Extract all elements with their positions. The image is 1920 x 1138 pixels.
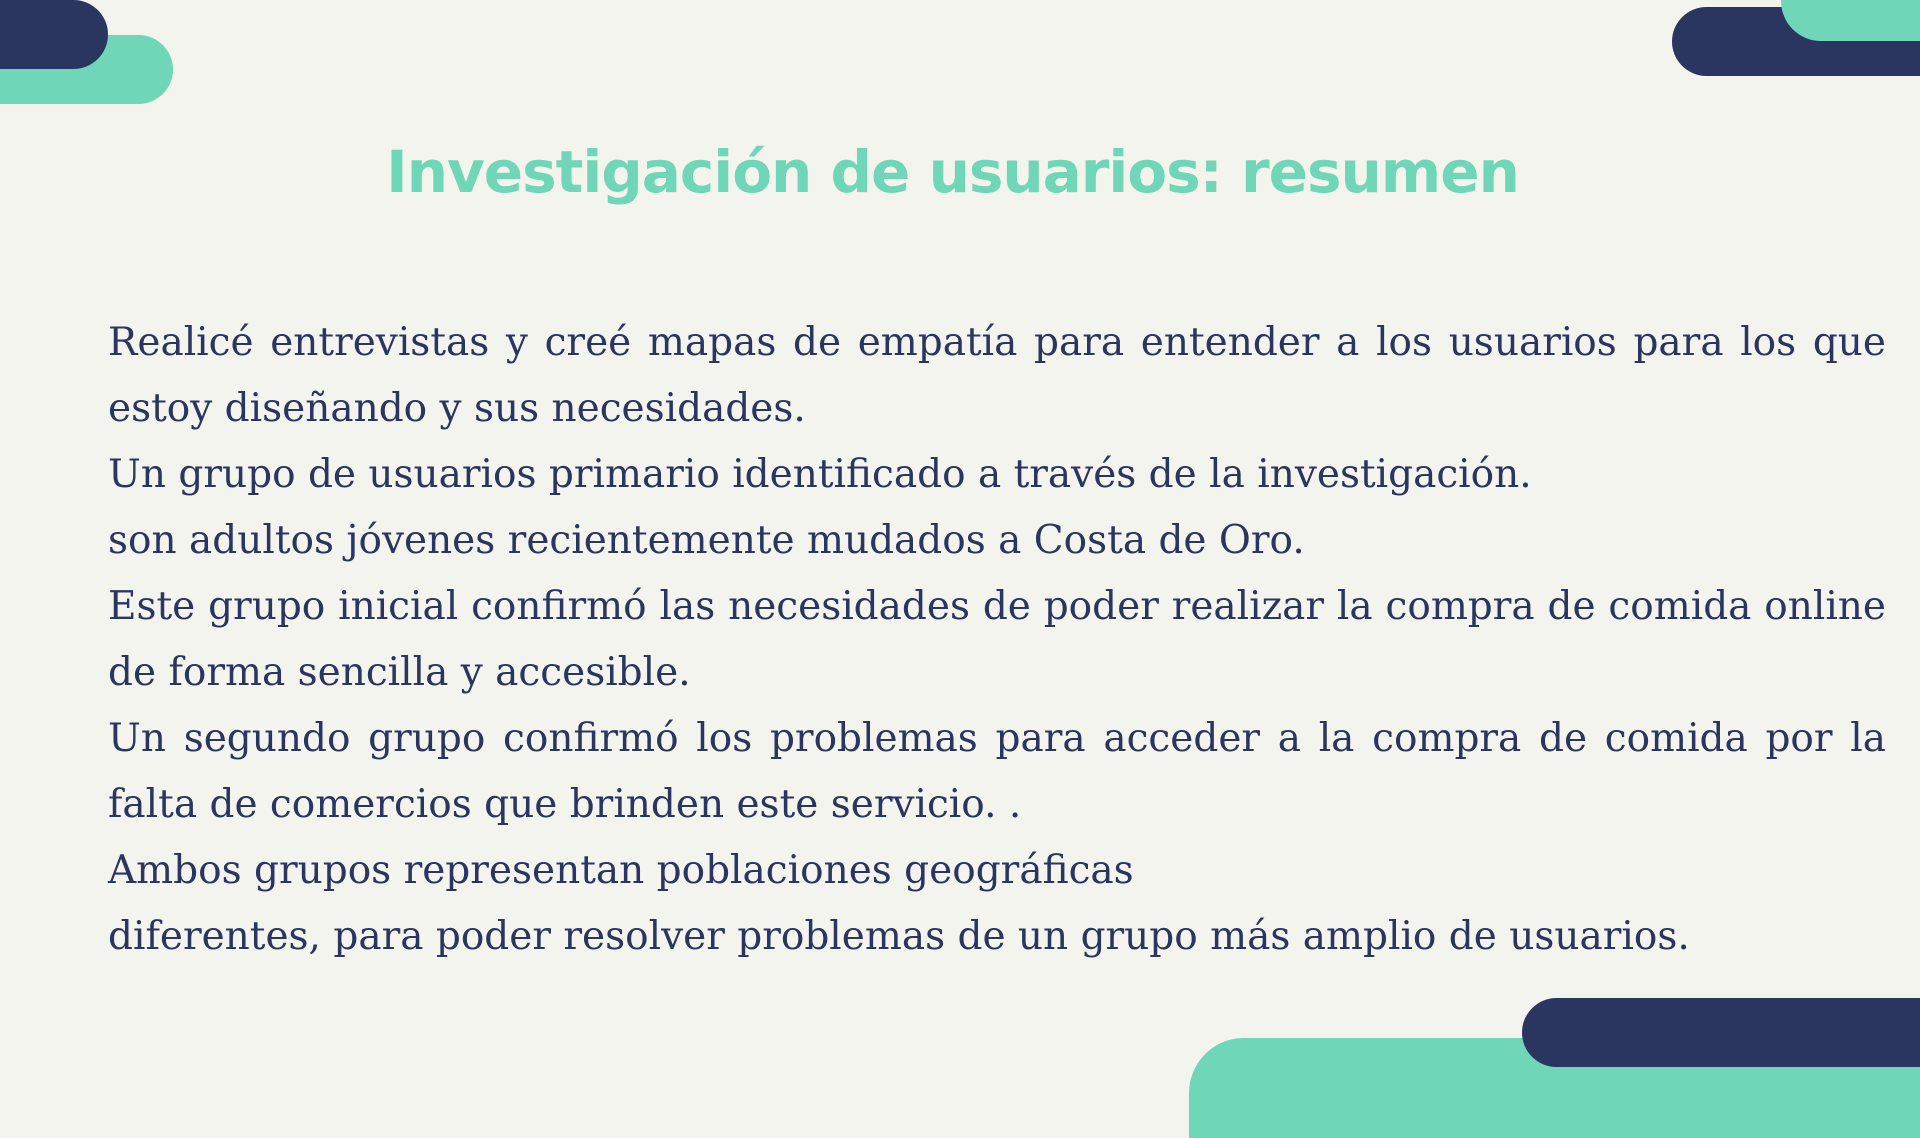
body-paragraph-young-adults: son adultos jóvenes recientemente mudados a Costa de Oro. (108, 518, 1305, 563)
body-paragraph-both-groups: Ambos grupos representan poblaciones geográficas (108, 848, 1134, 893)
decor-shape-top-left-navy (0, 0, 108, 69)
body-paragraph-primary-group: Un grupo de usuarios primario identificado a través de la investigación. (108, 452, 1532, 497)
slide-body (108, 310, 1886, 970)
body-paragraph-second-group: Un segundo grupo confirmó los problemas para acceder a la compra de comida por la falta de comercios que brinden este servicio. . (108, 716, 1886, 827)
body-paragraph-different: diferentes, para poder resolver problemas de un grupo más amplio de usuarios. (108, 914, 1690, 959)
decor-shape-top-right-teal (1781, 0, 1920, 41)
slide-title: Investigación de usuarios: resumen (386, 138, 1519, 206)
body-paragraph-interviews: Realicé entrevistas y creé mapas de empatía para entender a los usuarios para los que estoy diseñando y sus necesidades. (108, 320, 1886, 431)
body-paragraph-initial-group: Este grupo inicial confirmó las necesidades de poder realizar la compra de comida online de forma sencilla y accesible. (108, 584, 1886, 695)
decor-shape-bottom-right-navy (1522, 998, 1920, 1067)
